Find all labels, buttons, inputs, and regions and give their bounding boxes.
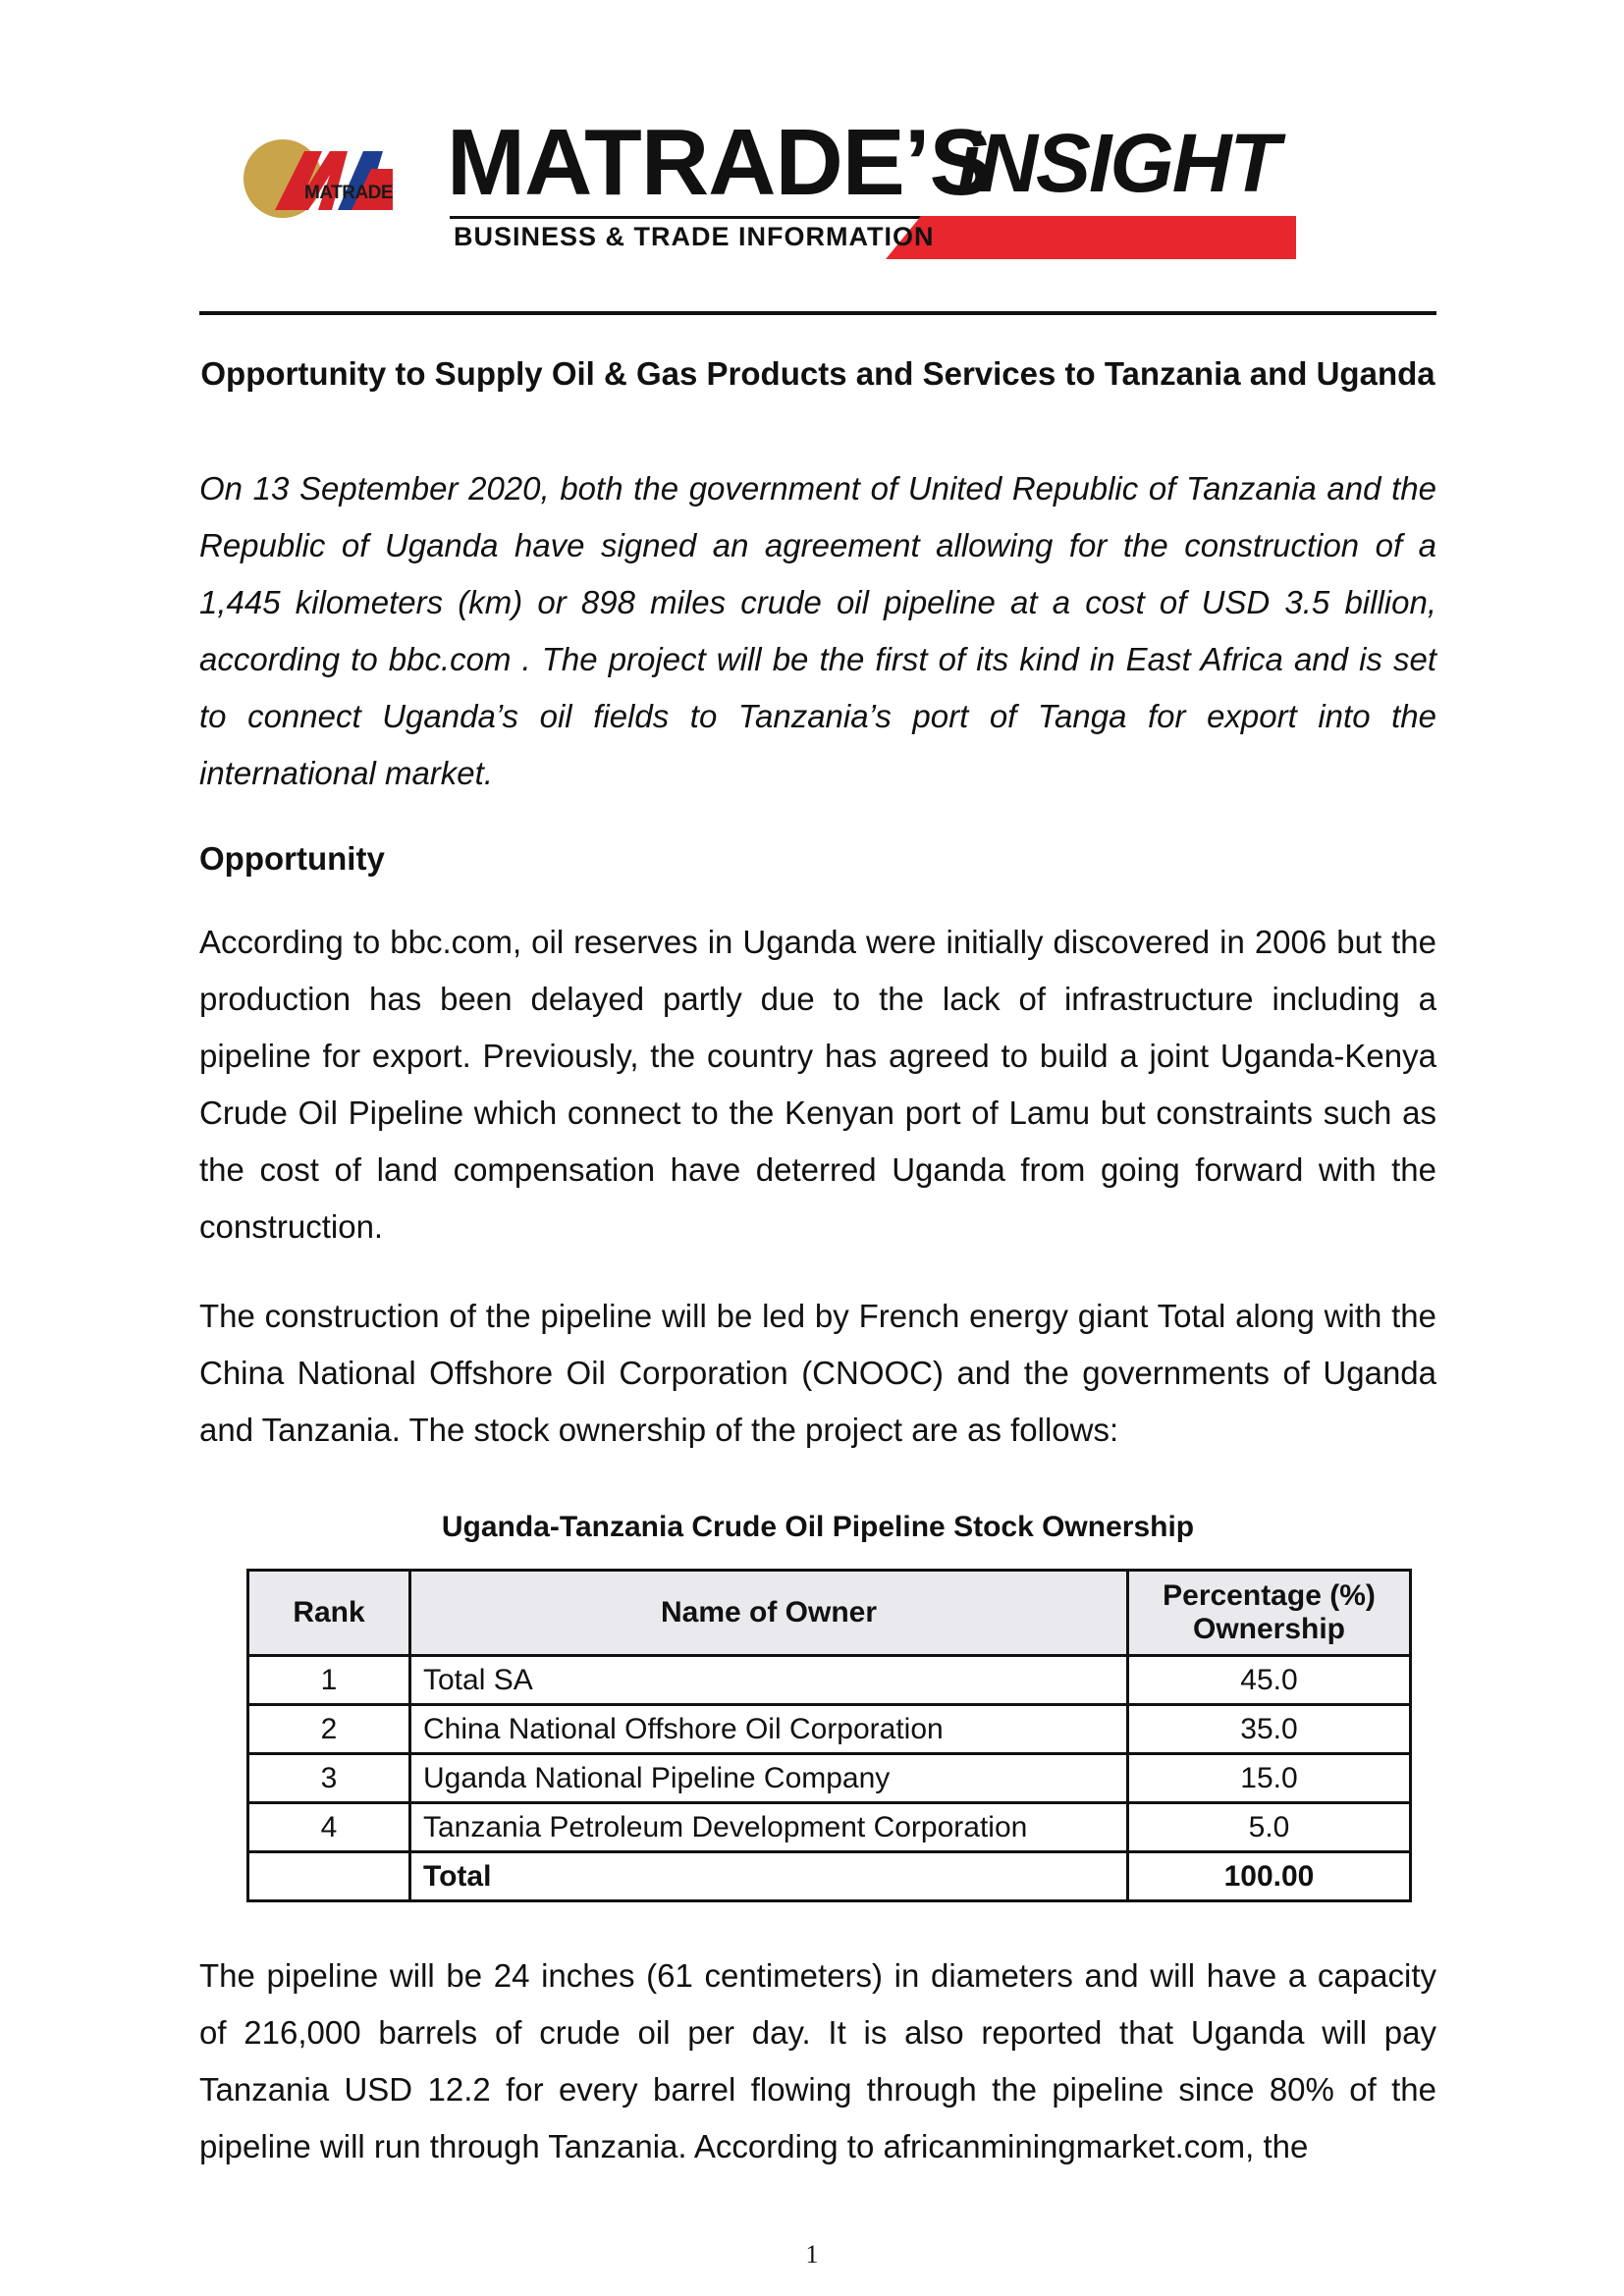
cell-percentage: 15.0 xyxy=(1128,1754,1411,1803)
table-row xyxy=(248,1803,1411,1852)
table-header-row xyxy=(248,1571,1411,1656)
cell-total-percentage: 100.00 xyxy=(1128,1852,1411,1901)
cell-percentage: 35.0 xyxy=(1128,1705,1411,1754)
table-total-row xyxy=(248,1852,1411,1901)
cell-percentage: 45.0 xyxy=(1128,1656,1411,1705)
cell-percentage: 5.0 xyxy=(1128,1803,1411,1852)
matrade-logo-icon xyxy=(236,130,403,228)
table-row xyxy=(248,1656,1411,1705)
cell-rank xyxy=(248,1852,410,1901)
header-percentage-line2: Ownership xyxy=(1192,1613,1346,1645)
cell-owner: China National Offshore Oil Corporation xyxy=(410,1705,1128,1754)
intro-paragraph: On 13 September 2020, both the government of United Republic of Tanzania and the Republic of Uganda have signed an agreement allowing for the construction of a 1,445 kilometers (km) or 898 miles crude oil pipeline at a cost of USD 3.5 billion, according to bbc.com . The project will be the first of its kind in East Africa and is set to connect Uganda’s oil fields to Tanzania’s port of Tanga for export into the international market. xyxy=(199,470,1436,791)
cell-owner: Total SA xyxy=(410,1656,1128,1705)
cell-rank: 4 xyxy=(248,1803,410,1852)
header-rank: Rank xyxy=(248,1571,410,1656)
header-divider xyxy=(199,311,1436,315)
brand-insight: iNSIGHT xyxy=(957,117,1278,209)
cell-rank: 3 xyxy=(248,1754,410,1803)
page-number: 1 xyxy=(805,2240,819,2269)
paragraph-opportunity: According to bbc.com, oil reserves in Uganda were initially discovered in 2006 but the production has been delayed partly due to the lack of infrastructure including a pipeline for export. Previously, the country has agreed to build a joint Uganda-Kenya Crude Oil Pipeline which connect to the Kenyan port of Lamu but constraints such as the cost of land compensation have deterred Uganda from going forward with the construction. xyxy=(199,924,1436,1245)
ownership-table xyxy=(246,1569,1412,1902)
header-percentage-line1: Percentage (%) xyxy=(1163,1579,1376,1612)
brand-name: MATRADE’S xyxy=(447,110,992,215)
cell-owner: Uganda National Pipeline Company xyxy=(410,1754,1128,1803)
cell-rank: 1 xyxy=(248,1656,410,1705)
cell-total-label: Total xyxy=(410,1852,1128,1901)
header-name: Name of Owner xyxy=(410,1571,1128,1656)
table-row xyxy=(248,1754,1411,1803)
header-percentage xyxy=(1128,1571,1411,1656)
cell-rank: 2 xyxy=(248,1705,410,1754)
brand-tagline: BUSINESS & TRADE INFORMATION xyxy=(454,222,935,251)
page-title: Opportunity to Supply Oil & Gas Products and Services to Tanzania and Uganda xyxy=(200,355,1435,392)
logo-wordmark: MATRADE xyxy=(304,183,394,203)
paragraph-capacity: The pipeline will be 24 inches (61 centimeters) in diameters and will have a capacity of 216,000 barrels of crude oil per day. It is also reported that Uganda will pay Tanzania USD 12.2 for every barrel flowing through the pipeline since 80% of the pipeline will run through Tanzania. According to africanminingmarket.com, the xyxy=(199,1957,1436,2164)
table-title: Uganda-Tanzania Crude Oil Pipeline Stock Ownership xyxy=(441,1511,1195,1543)
header-logo xyxy=(236,110,1335,263)
section-heading: Opportunity xyxy=(199,840,385,877)
paragraph-construction: The construction of the pipeline will be led by French energy giant Total along with the China National Offshore Oil Corporation (CNOOC) and the governments of Uganda and Tanzania. The stock ownership of the project are as follows: xyxy=(199,1298,1436,1448)
cell-owner: Tanzania Petroleum Development Corporation xyxy=(410,1803,1128,1852)
table-row xyxy=(248,1705,1411,1754)
